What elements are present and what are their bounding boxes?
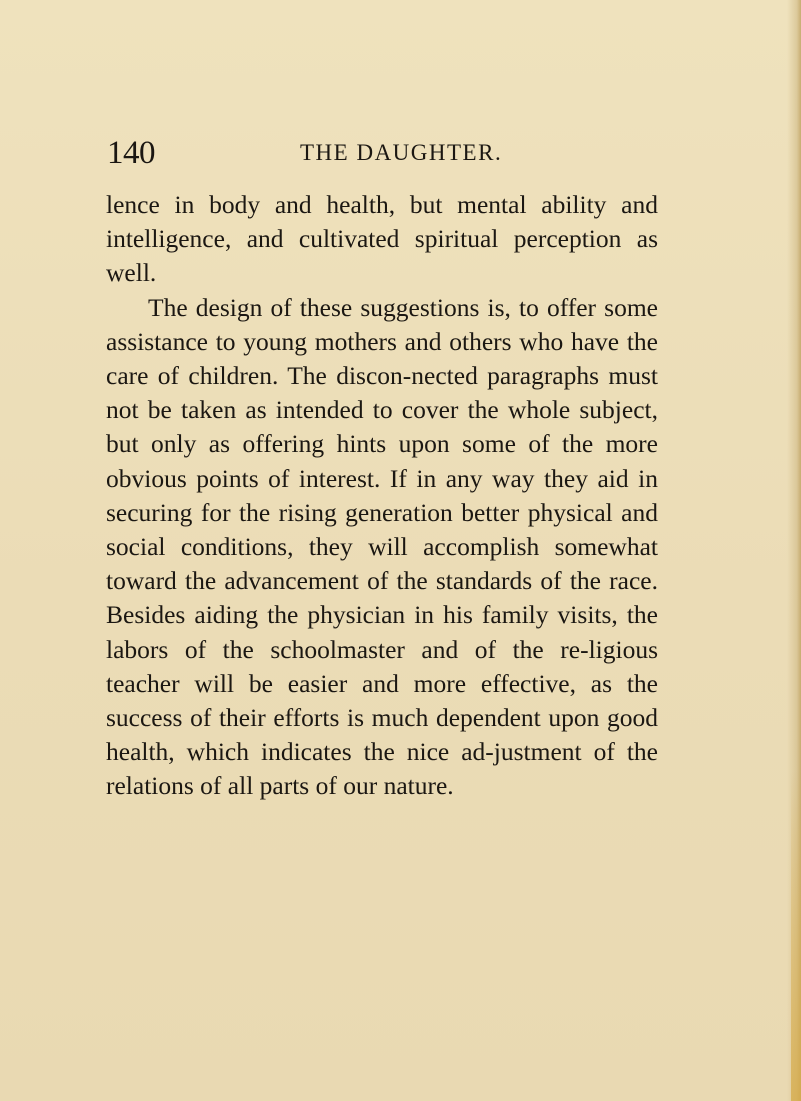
paragraph-design-of-suggestions: The design of these suggestions is, to offer some assistance to young mothers and others who have the care of children. The discon-nected paragraphs must not be taken as intended to cover the whole subject, but only as offering hints upon some of the more obvious points of interest. If in any way they aid in securing for the rising generation better physical and social conditions, they will accomplish somewhat toward the advancement of the standards of the race. Besides aiding the physician in his family visits, the labors of the schoolmaster and of the re-ligious teacher will be easier and more effective, as the success of their efforts is much dependent upon good health, which indicates the nice ad-justment of the relations of all parts of our nature. bbox=[106, 292, 658, 801]
body-text bbox=[106, 188, 658, 804]
page-number: 140 bbox=[107, 135, 155, 171]
running-head bbox=[107, 133, 657, 173]
running-title: THE DAUGHTER. bbox=[300, 140, 503, 165]
paragraph-continued: lence in body and health, but mental ability and intelligence, and cultivated spiritual perception as well. bbox=[106, 190, 658, 288]
page-edge-stain bbox=[791, 771, 801, 1101]
